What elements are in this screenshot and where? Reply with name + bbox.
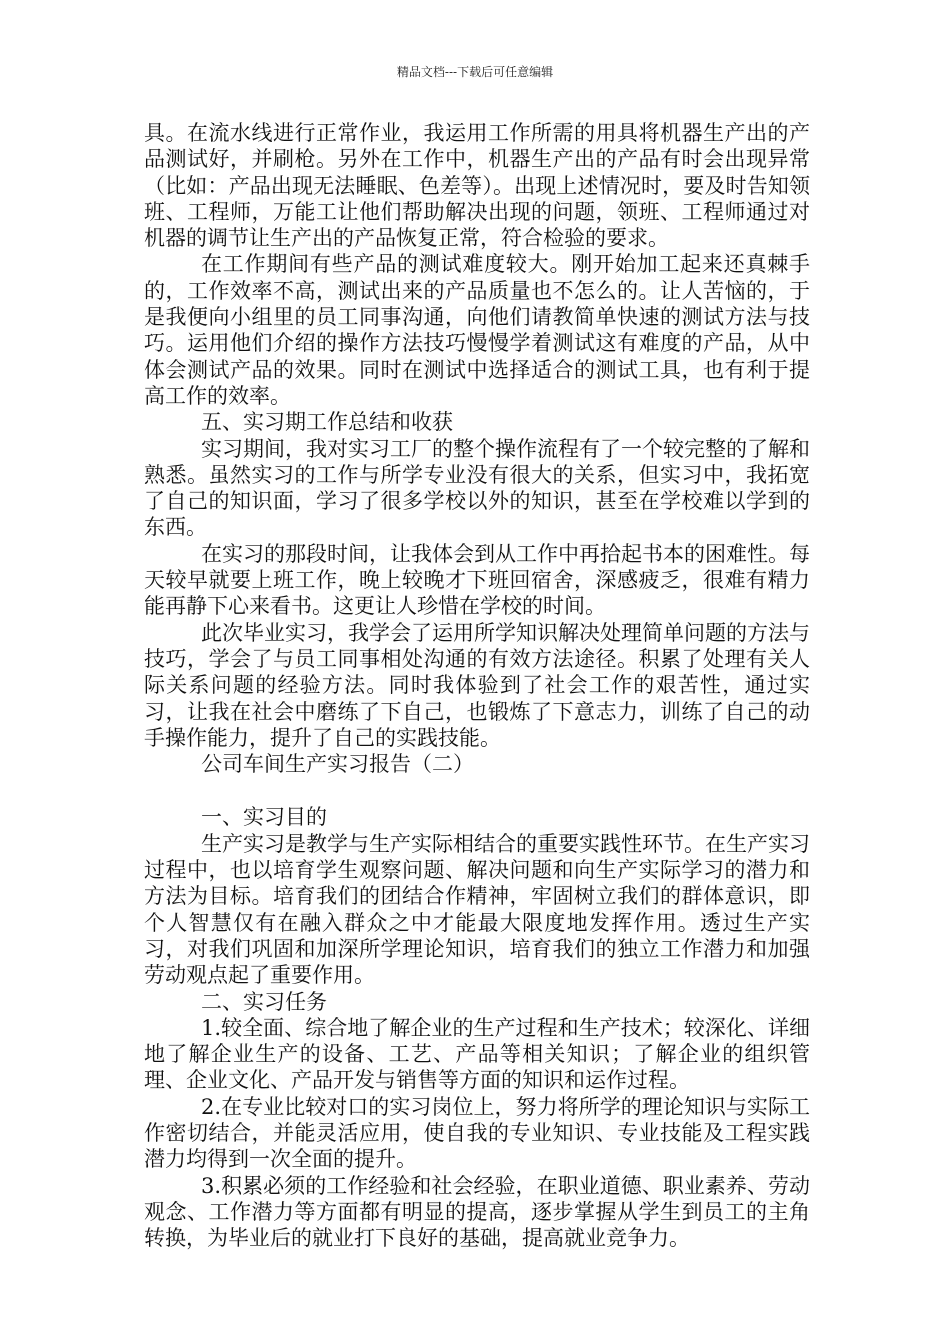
report-title-part-two: 公司车间生产实习报告（二） — [201, 752, 474, 777]
section-heading-purpose: 一、实习目的 — [201, 805, 327, 830]
paragraph-purpose: 生产实习是教学与生产实际相结合的重要实践性环节。在生产实习过程中，也以培育学生观察问题、解决问题和向生产实际学习的潜力和方法为目标。培育我们的团结合作精神，牢固树立我们的群体意识，即个人智慧仅有在融入群众之中才能最大限度地发挥作用。透过生产实习，对我们巩固和加深所学理论知识，培育我们的独立工作潜力和加强劳动观点起了重要作用。 — [144, 831, 810, 988]
paragraph-study-difficulty: 在实习的那段时间，让我体会到从工作中再拾起书本的困难性。每天较早就要上班工作，晚上较晚才下班回宿舍，深感疲乏，很难有精力能再静下心来看书。这更让人珍惜在学校的时间。 — [144, 541, 810, 619]
document-body — [144, 120, 810, 1251]
blank-line — [144, 777, 810, 804]
page-header: 精品文档---下载后可任意编辑 — [396, 65, 554, 79]
task-item-2: 2.在专业比较对口的实习岗位上，努力将所学的理论知识与实际工作密切结合，并能灵活应用，使自我的专业知识、专业技能及工程实践潜力均得到一次全面的提升。 — [144, 1094, 810, 1172]
section-heading-tasks: 二、实习任务 — [201, 989, 327, 1014]
paragraph-continued: 具。在流水线进行正常作业，我运用工作所需的用具将机器生产出的产品测试好，并刷枪。另外在工作中，机器生产出的产品有时会出现异常（比如：产品出现无法睡眠、色差等）。出现上述情况时，要及时告知领班、工程师，万能工让他们帮助解决出现的问题，领班、工程师通过对机器的调节让生产出的产品恢复正常，符合检验的要求。 — [144, 121, 810, 251]
task-item-3: 3.积累必须的工作经验和社会经验，在职业道德、职业素养、劳动观念、工作潜力等方面都有明显的提高，逐步掌握从学生到员工的主角转换，为毕业后的就业打下良好的基础，提高就业竞争力。 — [144, 1173, 810, 1251]
task-item-1: 1.较全面、综合地了解企业的生产过程和生产技术；较深化、详细地了解企业生产的设备、工艺、产品等相关知识；了解企业的组织管理、企业文化、产品开发与销售等方面的知识和运作过程。 — [144, 1015, 810, 1093]
paragraph-graduation-internship: 此次毕业实习，我学会了运用所学知识解决处理简单问题的方法与技巧，学会了与员工同事相处沟通的有效方法途径。积累了处理有关人际关系问题的经验方法。同时我体验到了社会工作的艰苦性，通过实习，让我在社会中磨练了下自己，也锻炼了下意志力，训练了自己的动手操作能力，提升了自己的实践技能。 — [144, 620, 810, 750]
paragraph-internship-gains: 实习期间，我对实习工厂的整个操作流程有了一个较完整的了解和熟悉。虽然实习的工作与所学专业没有很大的关系，但实习中，我拓宽了自己的知识面，学习了很多学校以外的知识，甚至在学校难以学到的东西。 — [144, 436, 810, 540]
paragraph-testing-difficulty: 在工作期间有些产品的测试难度较大。刚开始加工起来还真棘手的，工作效率不高，测试出来的产品质量也不怎么的。让人苦恼的，于是我便向小组里的员工同事沟通，向他们请教简单快速的测试方法与技巧。运用他们介绍的操作方法技巧慢慢学着测试这有难度的产品，从中体会测试产品的效果。同时在测试中选择适合的测试工具，也有利于提高工作的效率。 — [144, 252, 810, 408]
section-heading-summary: 五、实习期工作总结和收获 — [201, 410, 453, 435]
